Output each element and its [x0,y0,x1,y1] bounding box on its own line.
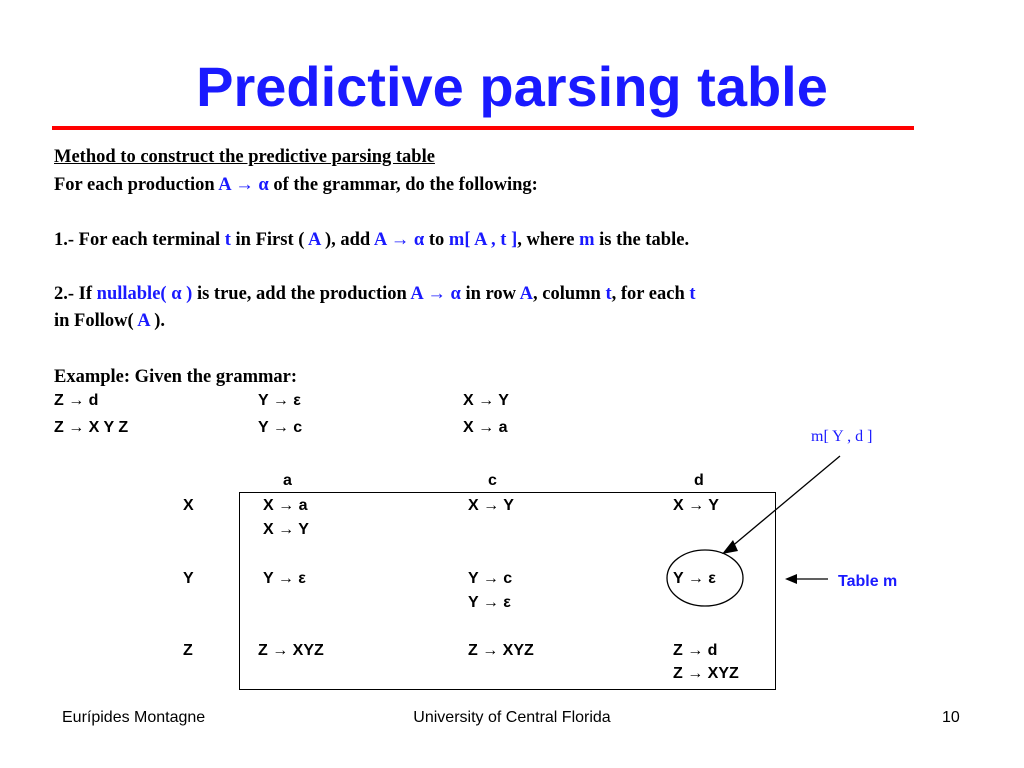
method-production: A → α [218,175,269,195]
step2-text-1: 2.- If [54,284,97,304]
step2-text-2: is true, add the production [192,284,411,304]
grammar-rule: X → a [463,419,508,436]
table-cell-entry: Z → XYZ [258,642,324,659]
table-cell-entry: Z → XYZ [468,642,534,659]
step1-cell: m[ A , t ] [448,230,518,250]
step1-nonterminal: A [308,230,321,250]
highlighted-cell-entry: Y → ε [673,570,716,587]
step2-text-5: , for each [611,284,690,304]
step1-text-4: to [424,230,449,250]
row-header-z: Z [183,642,193,659]
table-arrow-head [785,574,797,584]
table-cell-entry: Y → ε [263,570,306,587]
page-number: 10 [942,709,960,726]
row-header-y: Y [183,570,194,587]
step1-text-5: , where [517,230,580,250]
method-line-post: of the grammar, do the following: [268,175,538,195]
grammar-rule: Z → d [54,392,99,409]
step1-production: A → α [373,230,425,250]
table-cell-entry: X → a [263,497,308,514]
step2-nullable: nullable( α ) [96,284,193,304]
table-cell-entry: X → Y [263,521,309,538]
table-cell-entry: X → Y [468,497,514,514]
table-m-label: Table m [838,573,898,590]
row-header-x: X [183,497,194,514]
step1-table-name: m [579,230,595,250]
table-cell-entry: Y → ε [468,594,511,611]
footer-author: Eurípides Montagne [62,709,206,726]
step2-text-4: , column [533,284,606,304]
step1-text-3: ), add [320,230,374,250]
footer-institution: University of Central Florida [413,709,611,726]
step2-column: t [605,284,612,304]
slide-title: Predictive parsing table [196,55,828,118]
callout-arrow-head [722,540,738,554]
highlight-ellipse [667,550,743,606]
callout-arrow-line [730,456,840,548]
step2-follow-post: ). [149,311,166,331]
grammar-rule: Y → ε [258,392,301,409]
step2-production: A → α [410,284,461,304]
column-header-d: d [694,472,704,489]
cell-callout-label: m[ Y , d ] [811,428,873,445]
table-cell-entry: Z → XYZ [673,665,739,682]
step1-text-1: 1.- For each terminal [54,230,225,250]
method-heading: Method to construct the predictive parsing table [54,147,435,167]
example-heading: Example: Given the grammar: [54,367,298,387]
table-cell-entry: Y → c [468,570,513,587]
grammar-rule: Z → X Y Z [54,419,129,436]
column-header-a: a [283,472,292,489]
method-line-pre: For each production [54,175,219,195]
column-header-c: c [488,472,497,489]
table-cell-entry: Z → d [673,642,718,659]
step1-text-6: is the table. [594,230,690,250]
step1-terminal: t [224,230,231,250]
step2-text-3: in row [460,284,520,304]
step2-row: A [519,284,533,304]
grammar-rule: Y → c [258,419,303,436]
step2-each-terminal: t [689,284,696,304]
grammar-rule: X → Y [463,392,509,409]
step1-text-2: in First ( [230,230,309,250]
table-cell-entry: X → Y [673,497,719,514]
step2-follow-pre: in Follow( [54,311,138,331]
step2-follow-nonterminal: A [137,311,150,331]
